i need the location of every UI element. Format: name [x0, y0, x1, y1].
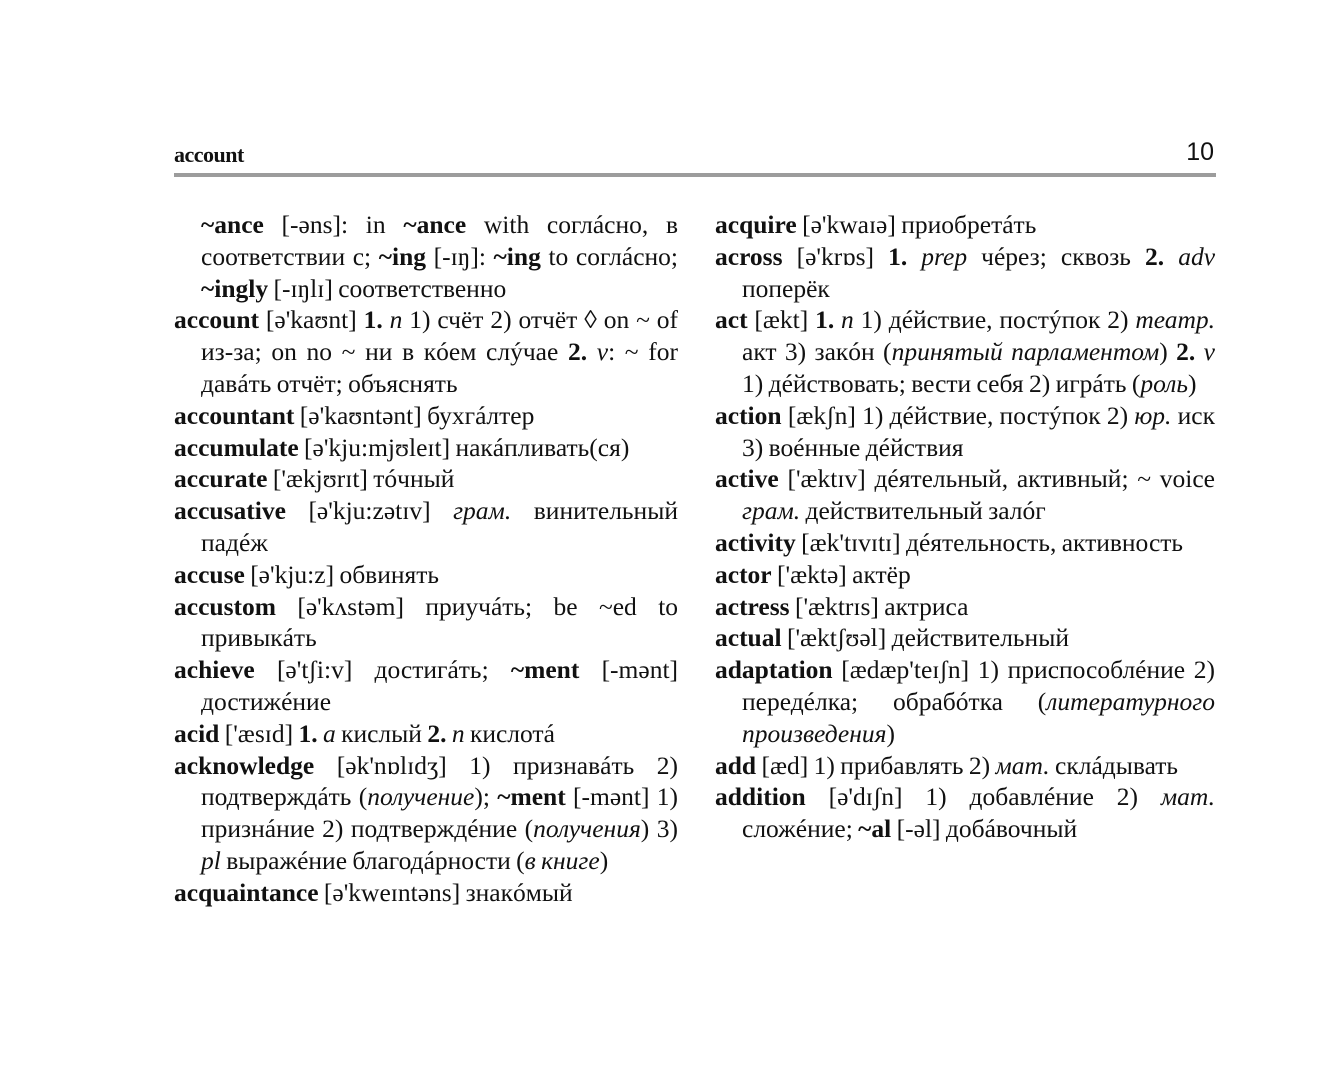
entry-definition: действительный: [891, 623, 1069, 653]
entry-headword: act: [715, 305, 748, 335]
entry-headword: accurate: [174, 464, 268, 494]
entry-definition: винительный падéж: [201, 496, 678, 557]
dictionary-entry: [715, 781, 1215, 845]
entry-headword: actress: [715, 591, 790, 621]
entry-transcription: [ə'krɒs]: [796, 241, 875, 271]
header-rule: [174, 173, 1216, 177]
dictionary-entry: [715, 304, 1215, 399]
dictionary-entry: [715, 241, 1215, 305]
entry-transcription: [ə'kʌstəm]: [297, 591, 404, 621]
entry-headword: add: [715, 750, 757, 780]
entry-transcription: ['æktʃʊəl]: [786, 623, 887, 653]
left-column: [174, 209, 678, 909]
dictionary-entry: [174, 591, 678, 655]
entry-derivative: ~ment: [510, 655, 580, 685]
entry-transcription: [ək'nɒlɪdʒ]: [336, 750, 447, 780]
entry-headword: acquaintance: [174, 877, 319, 907]
entry-transcription: [ædæp'teɪʃn]: [841, 655, 970, 685]
entry-transcription: [æd]: [761, 750, 809, 780]
dictionary-entry: [715, 559, 1215, 591]
entry-transcription: [ə'kju:mjʊleɪt]: [304, 432, 451, 462]
entry-definition: бухгáлтер: [427, 400, 535, 430]
entry-headword: accumulate: [174, 432, 299, 462]
entry-headword: action: [715, 400, 782, 430]
entry-definition: 1. n 1) счёт 2) отчёт ◊ on ~ of из-за; on no ~ ни в кóем слýчае 2. v: ~ for давáть отчёт; объяснять: [201, 305, 679, 398]
entry-headword: addition: [715, 782, 806, 812]
entry-transcription: ['æktɪv]: [787, 464, 866, 494]
dictionary-entry: [715, 654, 1215, 749]
entry-definition: 1) приспособлéние 2) передéлка; обрабóтка (литературного произведения): [742, 655, 1216, 748]
entry-definition: 1. n 1) дéйствие, постýпок 2) театр. акт 3) закóн (принятый парламентом) 2. v 1) дéйствовать; вести себя 2) игрáть (роль): [742, 305, 1215, 398]
dictionary-entry: [174, 463, 678, 495]
entry-definition: 1) добавлéние 2) мат. сложéние; ~al [-əl] добáвочный: [742, 782, 1215, 844]
entry-headword: adaptation: [715, 655, 833, 685]
right-column: [715, 209, 1215, 845]
entry-transcription: [ə'kju:z]: [250, 559, 335, 589]
entry-transcription: [æk'tɪvɪtɪ]: [801, 527, 901, 557]
dictionary-entry: [174, 718, 678, 750]
dictionary-entry: [174, 304, 678, 399]
entry-transcription: [ə'tʃi:v]: [276, 655, 353, 685]
entry-headword: active: [715, 464, 779, 494]
dictionary-entry: [715, 750, 1215, 782]
entry-transcription: [ə'kaʊnt]: [265, 305, 357, 335]
page-header: [174, 138, 1216, 178]
entry-definition: 1) дéйствие, постýпок 2) юр. иск 3) воéнные дéйствия: [742, 400, 1216, 462]
entry-definition: тóчный: [373, 464, 455, 494]
dictionary-entry: [174, 209, 678, 304]
entry-transcription: [ə'kweɪntəns]: [323, 877, 461, 907]
dictionary-entry: [174, 559, 678, 591]
entry-definition: дéятельный, активный; ~ voice грам. действительный залóг: [742, 464, 1216, 526]
entry-definition: достигáть;: [374, 655, 489, 685]
dictionary-entry: [715, 463, 1215, 527]
entry-headword: accusative: [174, 496, 286, 526]
entry-definition: приучáть; be ~ed to привыкáть: [201, 591, 679, 653]
entry-definition: знакóмый: [465, 877, 573, 907]
entry-transcription: ['æktə]: [777, 559, 847, 589]
entry-headword: accustom: [174, 591, 276, 621]
entry-headword: acknowledge: [174, 750, 315, 780]
entry-definition: 1) признавáть 2) подтверждáть (получение); ~ment [-mənt] 1) признáние 2) подтверждéние (получения) 3) pl выражéние благодáрности (в книге): [201, 750, 679, 875]
dictionary-entry: [715, 209, 1215, 241]
entry-definition: актриса: [884, 591, 969, 621]
entry-transcription: [ækt]: [754, 305, 809, 335]
dictionary-entry: [715, 622, 1215, 654]
entry-headword: acid: [174, 718, 220, 748]
entry-definition: актёр: [852, 559, 911, 589]
entry-transcription: [ə'kwaɪə]: [802, 210, 896, 239]
entry-headword: actor: [715, 559, 772, 589]
dictionary-entry: [715, 591, 1215, 623]
entry-transcription: [ə'dɪʃn]: [828, 782, 903, 812]
entry-transcription: ['æsɪd]: [224, 718, 294, 748]
entry-definition: 1) прибавлять 2) мат. склáдывать: [813, 750, 1179, 780]
dictionary-entry: [174, 877, 678, 909]
entry-derivative-transcription: [-mənt]: [601, 655, 679, 685]
dictionary-entry: [174, 400, 678, 432]
entry-definition: 1. prep чéрез; сквозь 2. adv поперёк: [742, 241, 1216, 303]
entry-transcription: ['ækjʊrɪt]: [272, 464, 368, 494]
page-number: 10: [1186, 138, 1214, 166]
entry-definition: дéятельность, активность: [906, 527, 1184, 557]
entry-headword: accuse: [174, 559, 245, 589]
entry-headword: accountant: [174, 400, 295, 430]
dictionary-entry: [174, 654, 678, 718]
dictionary-entry: [174, 750, 678, 877]
entry-label: грам.: [453, 496, 512, 526]
entry-derivative-definition: достижéние: [201, 686, 332, 716]
dictionary-entry: [715, 527, 1215, 559]
entry-definition: накáпливать(ся): [455, 432, 630, 462]
entry-transcription: ['æktrɪs]: [794, 591, 879, 621]
entry-headword: activity: [715, 527, 796, 557]
entry-headword: acquire: [715, 210, 797, 239]
dictionary-entry: [174, 495, 678, 559]
entry-definition: приобретáть: [901, 210, 1037, 239]
entry-continuation: ~ance [-əns]: in ~ance with соглáсно, в соответствии с; ~ing [-ɪŋ]: ~ing to соглáсно; ~ingly [-ɪŋlɪ] соответственно: [201, 210, 678, 303]
entry-headword: account: [174, 305, 259, 335]
dictionary-entry: [174, 432, 678, 464]
entry-transcription: [ækʃn]: [787, 400, 856, 430]
entry-headword: across: [715, 241, 783, 271]
entry-transcription: [ə'kaʊntənt]: [299, 400, 422, 430]
entry-headword: actual: [715, 623, 782, 653]
entry-transcription: [ə'kju:zətɪv]: [308, 496, 431, 526]
dictionary-entry: [715, 400, 1215, 464]
entry-headword: achieve: [174, 655, 255, 685]
entry-definition: обвинять: [339, 559, 440, 589]
entry-definition: 1. a кислый 2. n кислотá: [298, 718, 555, 748]
running-head: account: [174, 142, 244, 167]
